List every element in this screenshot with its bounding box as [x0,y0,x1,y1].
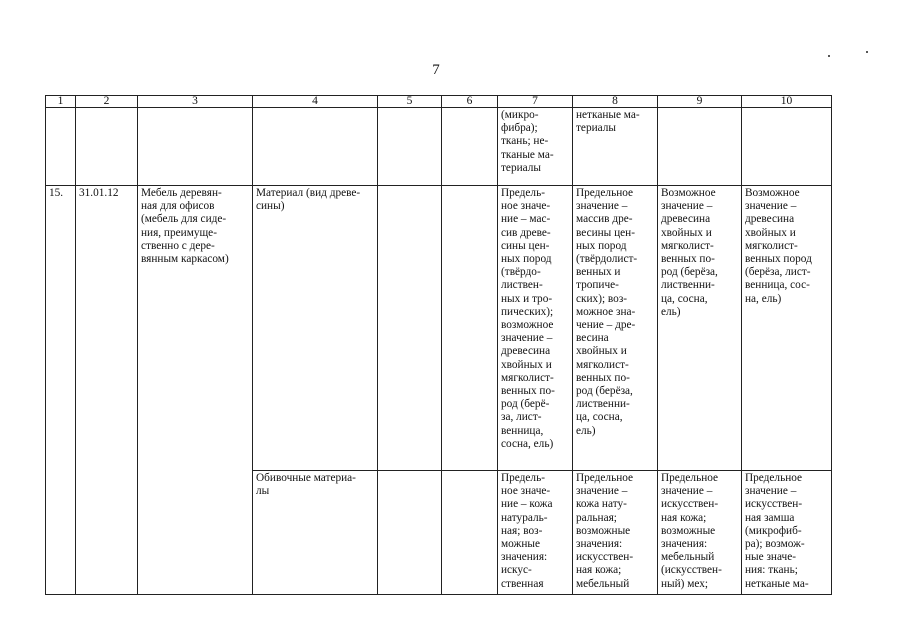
column-number: 4 [253,96,378,108]
column-number: 7 [498,96,573,108]
table-cell: Возможное значение – древесина хвойных и мягколист- венных по- род (берёза, лиственни- ца, сосна, ель) [658,186,742,471]
table-cell: нетканые ма- териалы [573,108,658,186]
column-number: 10 [742,96,832,108]
cell-text: Предельное значение – искусствен- ная замша (микрофиб- ра); возмож- ные значе- ния: ткань; нетканые ма- [745,472,809,590]
column-number: 2 [76,96,138,108]
specification-table [45,95,832,595]
cell-text: Предель- ное значе- ние – кожа натураль- ная; воз- можные значения: искус- ственная [501,472,553,590]
table-cell [573,471,658,595]
column-number: 6 [442,96,498,108]
characteristic-name: Обивочные материа- лы [253,471,378,595]
column-number-row [46,96,832,108]
row-number: 15. [46,186,76,595]
column-number: 9 [658,96,742,108]
scan-speck [828,55,830,57]
table-cell: Предель- ное значе- ние – мас- сив древе- сины цен- ных пород (твёрдо- листвен- ных и тро- пических); возможное значение – древесина хвойных и мягколист- венных по- род (берё- за, лист- венница, сосна, ель) [498,186,573,471]
product-name: Мебель деревян- ная для офисов (мебель для сиде- ния, преимуще- ственно с дере- вянным каркасом) [138,186,253,595]
column-number: 8 [573,96,658,108]
table-row [46,108,832,186]
table-cell: Предельное значение – массив дре- весины цен- ных пород (твёрдолист- венных и тропиче- ских); воз- можное зна- чение – дре- весина хвойных и мягколист- венных по- род (берёза, лиственни- ца, сосна, ель) [573,186,658,471]
okpd-code: 31.01.12 [76,186,138,595]
scan-speck [866,51,868,53]
cell-text: Предельное значение – искусствен- ная кожа; возможные значения: мебельный (искусствен- ный) мех; [661,472,722,590]
column-number: 5 [378,96,442,108]
table-cell [658,471,742,595]
table-cell [742,471,832,595]
column-number: 1 [46,96,76,108]
cell-text: Предельное значение – кожа нату- ральная; возможные значения: искусствен- ная кожа; мебельный [576,472,634,590]
table-cell [498,471,573,595]
characteristic-name: Материал (вид древе- сины) [253,186,378,471]
column-number: 3 [138,96,253,108]
table-row [46,186,832,471]
table-cell: (микро- фибра); ткань; не- тканые ма- териалы [498,108,573,186]
table-cell: Возможное значение – древесина хвойных и мягколист- венных пород (берёза, лист- венница, сос- на, ель) [742,186,832,471]
page-number: 7 [432,62,440,78]
